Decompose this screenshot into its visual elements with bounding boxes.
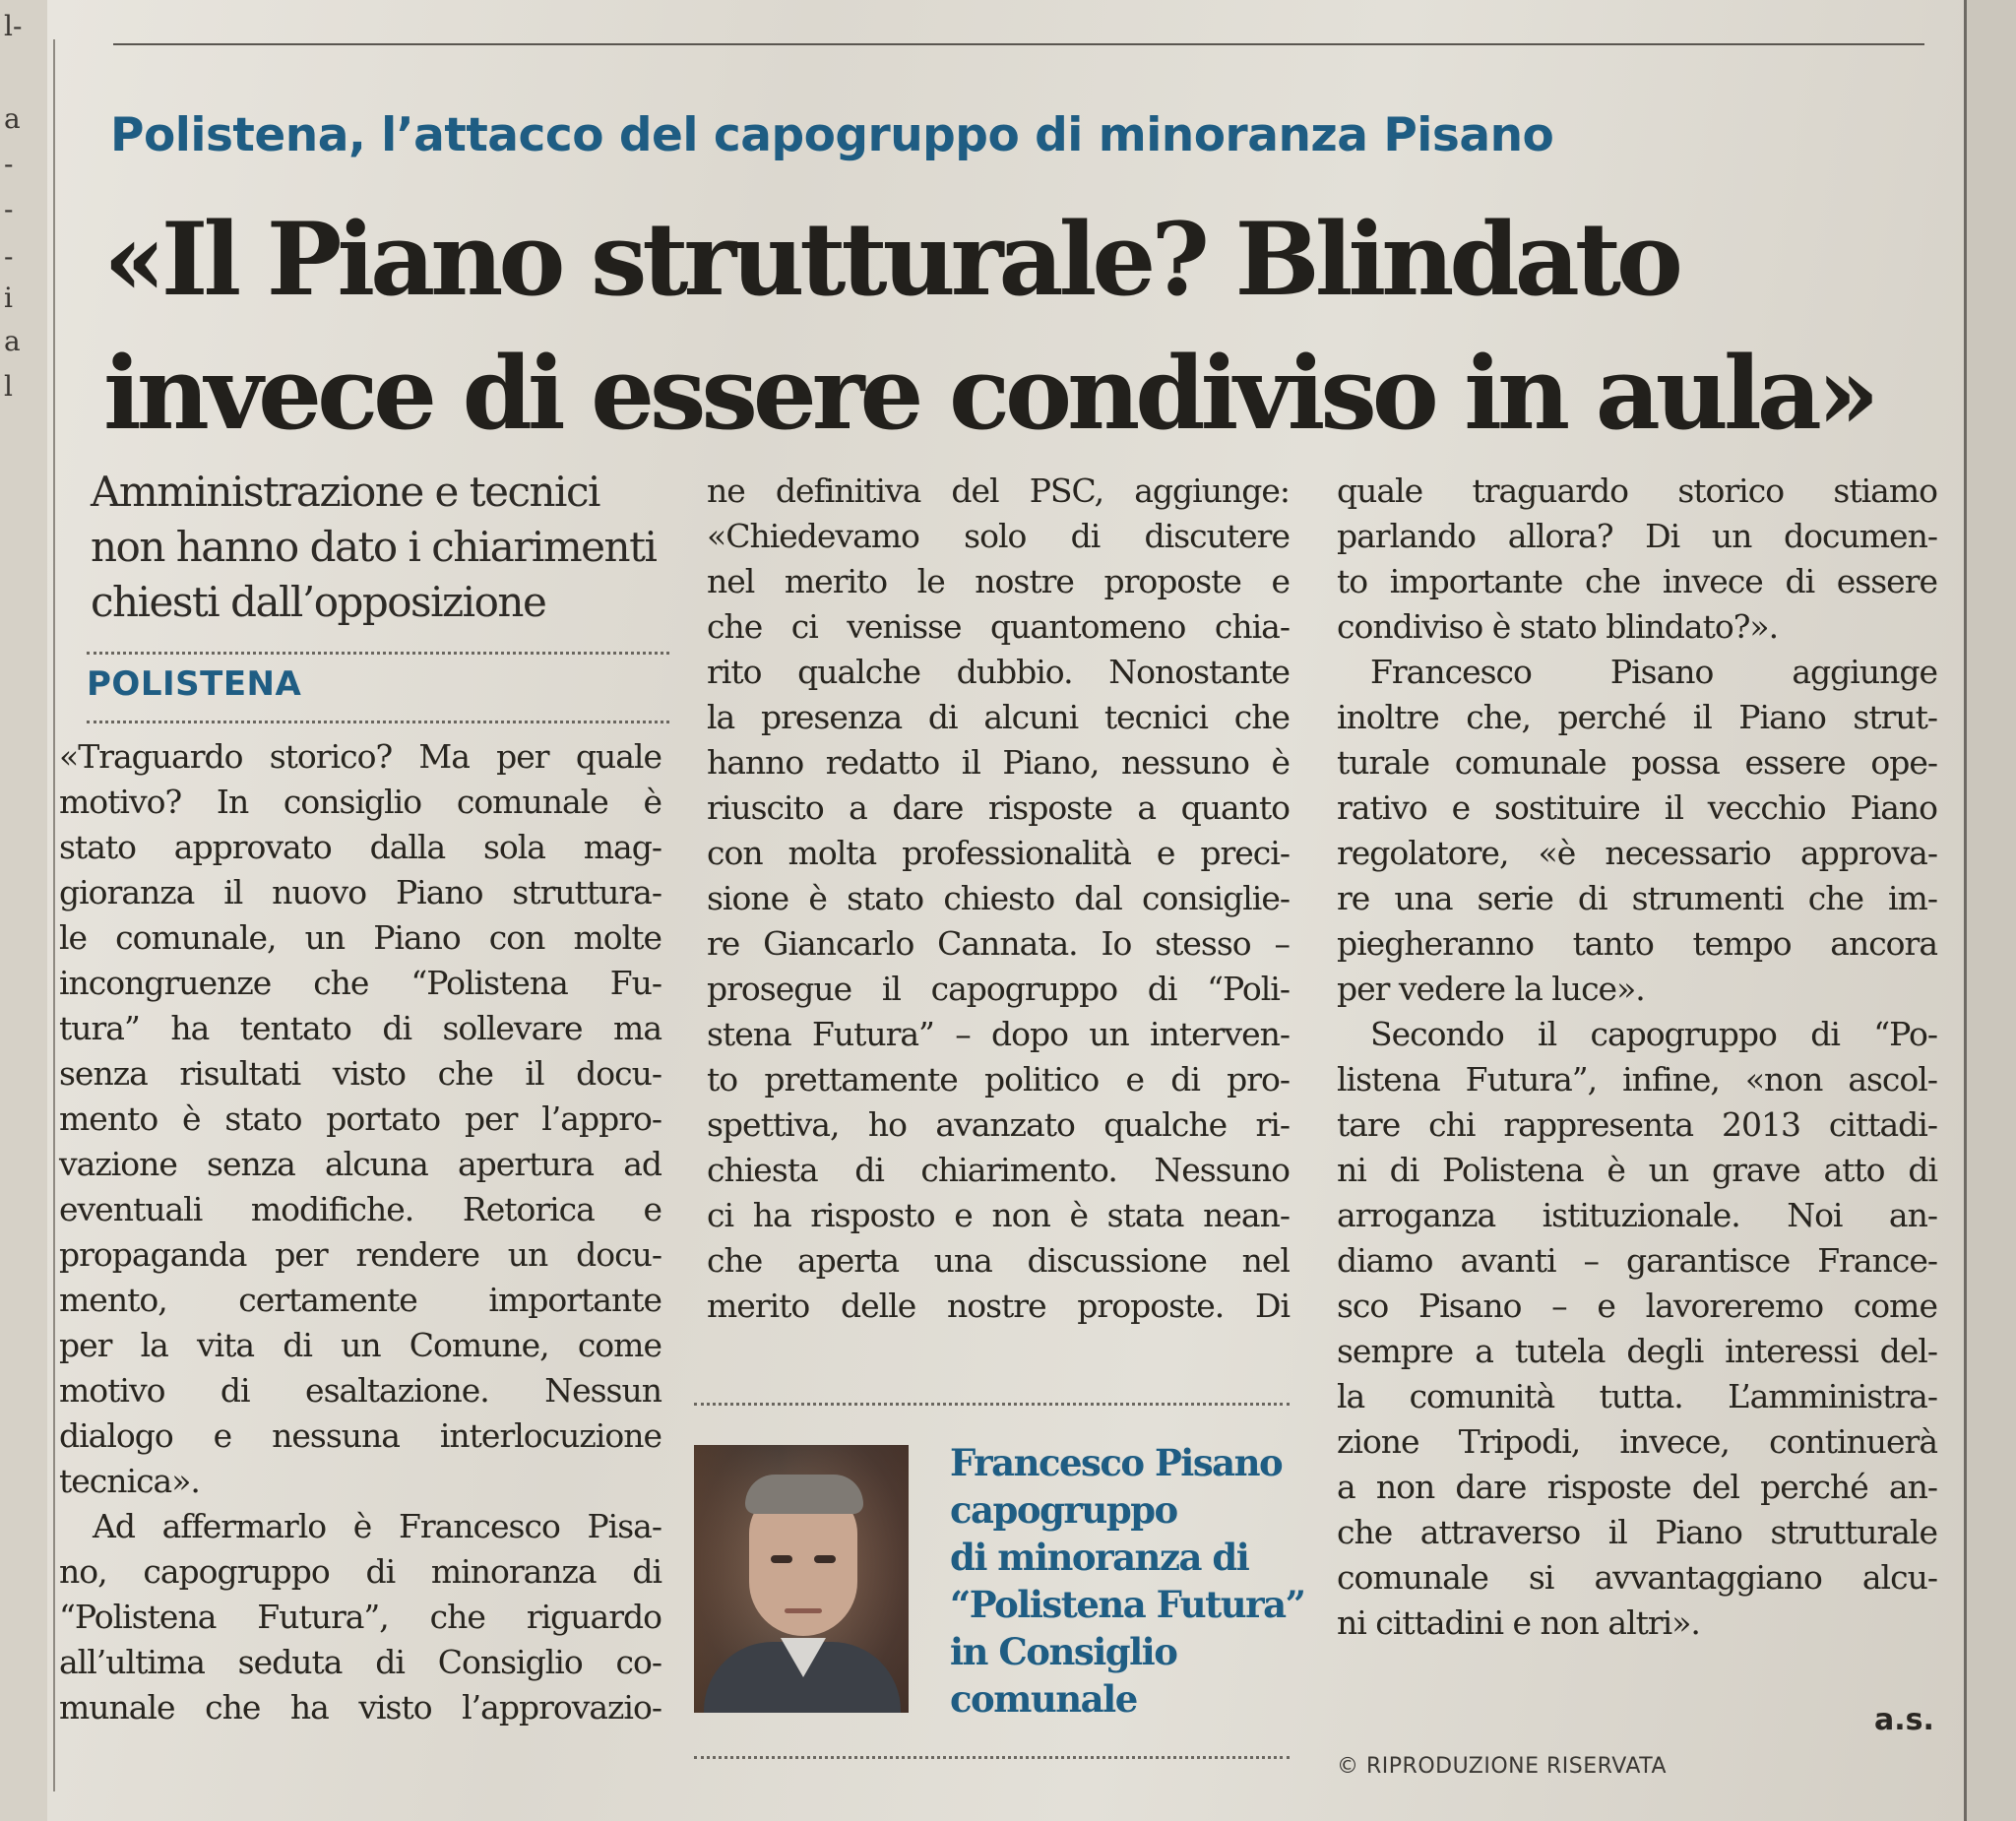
text-line: sione è stato chiesto dal consiglie- — [707, 879, 1290, 917]
text-line: «Chiedevamo solo di discutere — [707, 517, 1290, 555]
text-line: arroganza istituzionale. Noi an- — [1337, 1196, 1937, 1234]
caption-line: di minoranza di — [950, 1536, 1249, 1579]
text-line: hanno redatto il Piano, nessuno è — [707, 743, 1290, 782]
text-line: Secondo il capogruppo di “Po- — [1370, 1015, 1937, 1053]
text-line: regolatore, «è necessario approva- — [1337, 834, 1937, 872]
text-line: riuscito a dare risposte a quanto — [707, 788, 1290, 827]
text-line: ni cittadini e non altri». — [1337, 1603, 1700, 1642]
text-line: inoltre che, perché il Piano strut- — [1337, 698, 1937, 736]
gutter-fragment: a — [4, 325, 21, 357]
dotted-rule — [87, 652, 669, 655]
subhead-line: chiesti dall’opposizione — [91, 578, 546, 626]
text-line: chiesta di chiarimento. Nessuno — [707, 1151, 1290, 1189]
text-line: zione Tripodi, invece, continuerà — [1337, 1422, 1937, 1461]
headline-line: «Il Piano strutturale? Blindato — [103, 201, 1678, 319]
text-line: to prettamente politico e di pro- — [707, 1060, 1290, 1099]
text-line: che ci venisse quantomeno chia- — [707, 607, 1290, 646]
paragraph — [1337, 1012, 1937, 1646]
text-line: le comunale, un Piano con molte — [59, 918, 662, 957]
text-line: all’ultima seduta di Consiglio co- — [59, 1643, 662, 1681]
text-line: per la vita di un Comune, come — [59, 1326, 662, 1364]
kicker: Polistena, l’attacco del capogruppo di minoranza Pisano — [110, 108, 1554, 162]
text-line: con molta professionalità e preci- — [707, 834, 1290, 872]
text-line: ne definitiva del PSC, aggiunge: — [707, 471, 1290, 510]
gutter-fragment: i — [4, 282, 13, 314]
top-rule — [113, 43, 1924, 45]
text-line: «Traguardo storico? Ma per quale — [59, 737, 662, 776]
text-line: stato approvato dalla sola mag- — [59, 828, 662, 866]
dotted-rule — [694, 1403, 1290, 1406]
text-line: che attraverso il Piano strutturale — [1337, 1513, 1937, 1551]
gutter-fragment: - — [4, 193, 14, 225]
photo-hair — [745, 1475, 863, 1514]
text-line: mento, certamente importante — [59, 1281, 662, 1319]
text-line: Francesco Pisano aggiunge — [1370, 653, 1937, 691]
caption-line: capogruppo — [950, 1488, 1177, 1532]
text-line: quale traguardo storico stiamo — [1337, 471, 1937, 510]
text-line: condiviso è stato blindato?». — [1337, 607, 1779, 646]
text-line: prosegue il capogruppo di “Poli- — [707, 970, 1290, 1008]
text-line: sempre a tutela degli interessi del- — [1337, 1332, 1937, 1370]
text-line: tecnica». — [59, 1462, 200, 1500]
paragraph — [59, 1504, 662, 1730]
text-line: mento è stato portato per l’appro- — [59, 1099, 662, 1138]
dotted-rule — [87, 721, 669, 723]
portrait-photo — [694, 1445, 909, 1713]
text-line: merito delle nostre proposte. Di — [707, 1287, 1290, 1325]
text-line: no, capogruppo di minoranza di — [59, 1552, 662, 1591]
headline — [103, 193, 1915, 461]
photo-caption — [950, 1439, 1304, 1723]
left-gutter — [0, 0, 47, 1821]
text-line: incongruenze che “Polistena Fu- — [59, 964, 662, 1002]
text-line: eventuali modifiche. Retorica e — [59, 1190, 662, 1228]
photo-mouth — [785, 1608, 822, 1613]
text-line: gioranza il nuovo Piano struttura- — [59, 873, 662, 911]
text-line: nel merito le nostre proposte e — [707, 562, 1290, 600]
text-line: dialogo e nessuna interlocuzione — [59, 1416, 662, 1455]
caption-line: in Consiglio — [950, 1630, 1177, 1673]
caption-line: comunale — [950, 1677, 1137, 1721]
paragraph — [1337, 650, 1937, 1012]
text-line: Ad affermarlo è Francesco Pisa- — [93, 1507, 662, 1545]
text-line: re Giancarlo Cannata. Io stesso – — [707, 924, 1290, 963]
photo-eye — [771, 1555, 792, 1563]
text-line: la comunità tutta. L’amministra- — [1337, 1377, 1937, 1415]
text-line: senza risultati visto che il docu- — [59, 1054, 662, 1093]
text-line: ni di Polistena è un grave atto di — [1337, 1151, 1937, 1189]
text-line: ci ha risposto e non è stata nean- — [707, 1196, 1290, 1234]
article-column-3 — [1337, 469, 1937, 1646]
text-line: sco Pisano – e lavoreremo come — [1337, 1287, 1937, 1325]
subhead-line: non hanno dato i chiarimenti — [91, 523, 657, 571]
column-divider — [53, 39, 55, 1791]
text-line: to importante che invece di essere — [1337, 562, 1937, 600]
dotted-rule — [694, 1756, 1290, 1759]
text-line: a non dare risposte del perché an- — [1337, 1468, 1937, 1506]
text-line: tura” ha tentato di sollevare ma — [59, 1009, 662, 1047]
gutter-fragment: - — [4, 148, 14, 180]
text-line: “Polistena Futura”, che riguardo — [59, 1598, 662, 1636]
text-line: diamo avanti – garantisce France- — [1337, 1241, 1937, 1280]
text-line: re una serie di strumenti che im- — [1337, 879, 1937, 917]
paragraph — [707, 469, 1290, 1329]
text-line: munale che ha visto l’approvazio- — [59, 1688, 662, 1727]
gutter-fragment: l — [4, 370, 13, 403]
dateline: POLISTENA — [87, 664, 302, 704]
text-line: parlando allora? Di un documen- — [1337, 517, 1937, 555]
headline-line: invece di essere condiviso in aula» — [103, 335, 1875, 453]
text-line: stena Futura” – dopo un interven- — [707, 1015, 1290, 1053]
text-line: motivo? In consiglio comunale è — [59, 783, 662, 821]
gutter-fragment: - — [4, 240, 14, 273]
text-line: comunale si avvantaggiano alcu- — [1337, 1558, 1937, 1597]
gutter-fragment: l- — [4, 10, 23, 42]
text-line: per vedere la luce». — [1337, 970, 1645, 1008]
text-line: piegheranno tanto tempo ancora — [1337, 924, 1937, 963]
author-initials: a.s. — [1874, 1703, 1934, 1737]
paragraph — [59, 734, 662, 1504]
text-line: spettiva, ho avanzato qualche ri- — [707, 1105, 1290, 1144]
background-surface — [1967, 0, 2016, 1821]
text-line: tare chi rappresenta 2013 cittadi- — [1337, 1105, 1937, 1144]
paragraph — [1337, 469, 1937, 650]
article-column-2 — [707, 469, 1290, 1329]
copyright-notice: © RIPRODUZIONE RISERVATA — [1337, 1754, 1668, 1779]
caption-line: “Polistena Futura” — [950, 1583, 1305, 1626]
gutter-fragment: a — [4, 102, 21, 135]
text-line: rito qualche dubbio. Nonostante — [707, 653, 1290, 691]
text-line: la presenza di alcuni tecnici che — [707, 698, 1290, 736]
caption-line: Francesco Pisano — [950, 1441, 1283, 1484]
text-line: turale comunale possa essere ope- — [1337, 743, 1937, 782]
text-line: vazione senza alcuna apertura ad — [59, 1145, 662, 1183]
text-line: listena Futura”, infine, «non ascol- — [1337, 1060, 1937, 1099]
text-line: rativo e sostituire il vecchio Piano — [1337, 788, 1937, 827]
text-line: motivo di esaltazione. Nessun — [59, 1371, 662, 1410]
photo-eye — [814, 1555, 836, 1563]
text-line: propaganda per rendere un docu- — [59, 1235, 662, 1274]
article-column-1 — [59, 734, 662, 1730]
text-line: che aperta una discussione nel — [707, 1241, 1290, 1280]
subhead-line: Amministrazione e tecnici — [91, 468, 599, 516]
subheadline — [91, 465, 681, 630]
